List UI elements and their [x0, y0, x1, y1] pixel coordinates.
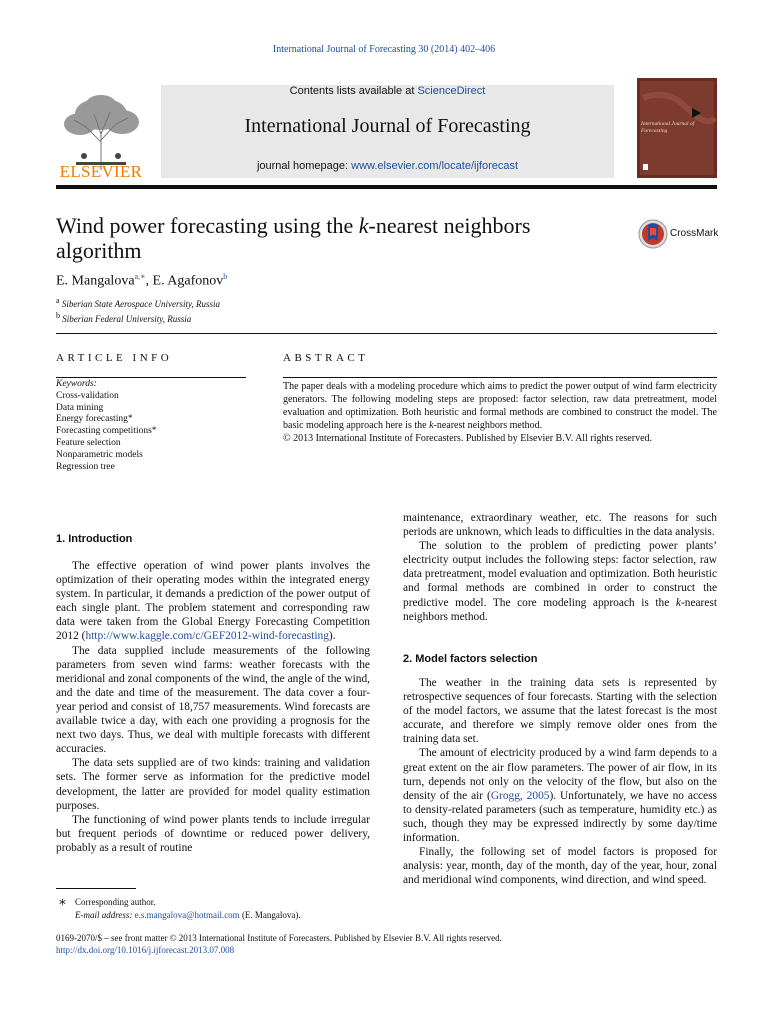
- model-p2-text: The amount of electricity produced by a wind farm depends to a great extent on the air flow parameters. The power of air flow, in its turn, depends not only on the velocity of the flow, but also on the density of the air (: [403, 747, 717, 802]
- affiliation-b: [56, 311, 191, 324]
- title-part-2: -nearest neighbors algorithm: [56, 213, 531, 263]
- aff-a-mark: a: [56, 296, 60, 305]
- homepage-prefix: journal homepage:: [256, 160, 352, 172]
- aff-b-text: Siberian Federal University, Russia: [62, 314, 192, 324]
- abstract-text-part-2: -nearest neighbors method.: [433, 420, 543, 431]
- aff-a-text: Siberian State Aerospace University, Russia: [61, 299, 221, 309]
- footnote-rule: [56, 888, 136, 889]
- crossmark-button[interactable]: [638, 219, 738, 249]
- article-info-heading: ARTICLE INFO: [56, 352, 173, 364]
- footnote-email-line: [75, 909, 301, 922]
- doi-link[interactable]: http://dx.doi.org/10.1016/j.ijforecast.2013.07.008: [56, 945, 235, 955]
- model-paragraph-2: [403, 746, 717, 845]
- keyword: Forecasting competitions*: [56, 426, 157, 437]
- left-column: [56, 559, 370, 855]
- section-2-heading: 2. Model factors selection: [403, 653, 538, 665]
- grogg-citation-link[interactable]: Grogg, 2005: [490, 789, 550, 802]
- keywords-list: [56, 379, 157, 473]
- footnote: [56, 896, 301, 922]
- email-owner: (E. Mangalova).: [239, 910, 301, 920]
- header-rule: [56, 185, 717, 189]
- contents-prefix: Contents lists available at: [289, 85, 418, 97]
- keyword: Energy forecasting*: [56, 414, 133, 425]
- author-separator: ,: [145, 273, 153, 289]
- kaggle-link[interactable]: http://www.kaggle.com/c/GEF2012-wind-forecasting: [85, 630, 329, 643]
- contents-line: [161, 85, 614, 97]
- title-part-1: Wind power forecasting using the: [56, 213, 359, 238]
- homepage-line: [161, 160, 614, 172]
- title-k: k: [358, 213, 369, 238]
- abstract-body: [283, 380, 717, 445]
- keywords-label: Keywords:: [56, 379, 97, 389]
- crossmark-label: CrossMark: [670, 228, 719, 239]
- keyword: Data mining: [56, 402, 104, 413]
- section-1-heading: 1. Introduction: [56, 533, 133, 545]
- model-p2-end: ). Unfortunately, we have no access to density-related parameters (such as temperature, humidity etc.) as such, though they may be expressed indirectly by some day/time information.: [403, 789, 717, 845]
- intro-p5-end: -nearest neighbors method.: [403, 596, 717, 623]
- intro-paragraph-2: The data supplied include measurements of the following parameters from seven wind farms: weather forecasts with the meridional and zonal components of the wind, the angle of the wind, and the date and time of the measurement. The data cover a four-year period and consist of 18,757 measurements. Wind forecasts are available twice a day, with each one providing a prognosis for the next two days. Thus, we deal with multiple forecasts with different accuracies.: [56, 644, 370, 756]
- intro-paragraph-1: [56, 559, 370, 644]
- intro-paragraph-5: [403, 539, 717, 624]
- author-2: E. Agafonov: [152, 273, 224, 289]
- authors: [56, 272, 227, 290]
- front-matter: [56, 932, 502, 956]
- author-1-sup[interactable]: a,∗: [134, 272, 146, 281]
- intro-p1-text: The effective operation of wind power plants involves the optimization of their operating modes within the integrated energy system. In particular, it demands a prediction of the power output of each single plant. The problem statement and corresponding raw data were taken from the Global Energy Forecasting Competition 2012 (: [56, 560, 370, 643]
- abstract-text: [283, 380, 717, 432]
- journal-title: International Journal of Forecasting: [244, 115, 531, 137]
- keyword: Feature selection: [56, 437, 121, 448]
- keyword: Nonparametric models: [56, 449, 143, 460]
- journal-cover-image: [637, 78, 717, 178]
- email-label: E-mail address:: [75, 910, 135, 920]
- keyword: Regression tree: [56, 461, 115, 472]
- intro-p5-k: k: [675, 596, 681, 609]
- crossmark-icon: [638, 219, 668, 249]
- abstract-k: k: [429, 420, 434, 431]
- affiliation-a: [56, 296, 220, 309]
- right-column-top: [403, 511, 717, 624]
- abstract-rule: [283, 377, 717, 378]
- affiliation-rule: [56, 333, 717, 334]
- abstract-copyright: © 2013 International Institute of Forecasters. Published by Elsevier B.V. All rights reserved.: [283, 433, 653, 444]
- footnote-star: ∗: [58, 894, 67, 909]
- article-info-rule: [56, 377, 246, 378]
- abstract-heading: ABSTRACT: [283, 352, 369, 364]
- author-2-sup[interactable]: b: [223, 272, 228, 281]
- journal-banner: [161, 85, 614, 178]
- email-link[interactable]: e.s.mangalova@hotmail.com: [134, 910, 240, 920]
- intro-p5-text: The solution to the problem of predicting power plants’ electricity output includes the following steps: factor selection, raw data pretreatment, model evaluation and optimization. Both heuristic and formal methods are combined in order to construct the predictive model. The core modeling approach is the: [403, 540, 717, 609]
- author-1: E. Mangalova: [56, 273, 135, 289]
- front-matter-line: 0169-2070/$ – see front matter © 2013 International Institute of Forecasters. Published by Elsevier B.V. All rights reserved.: [56, 933, 502, 943]
- model-paragraph-3: Finally, the following set of model factors is proposed for analysis: year, month, day of the month, day of the year, hour, zonal and meridional wind components, wind direction, and wind speed.: [403, 846, 717, 887]
- elsevier-wordmark: ELSEVIER: [59, 162, 143, 181]
- homepage-link[interactable]: www.elsevier.com/locate/ijforecast: [351, 160, 519, 172]
- paper-title: [56, 213, 616, 263]
- model-paragraph-1: The weather in the training data sets is represented by retrospective sequences of four forecasts. Starting with the selection of the model factors, we assume that the latest forecast is the most accurate, and therefore we simply remove older ones from the training data set.: [403, 677, 717, 746]
- intro-p1-end: ).: [328, 630, 336, 643]
- aff-b-mark: b: [56, 311, 60, 320]
- cover-title: International Journal of Forecasting: [641, 121, 695, 134]
- abstract-text-part-1: The paper deals with a modeling procedure which aims to predict the power output of wind farm electricity generators. The following modeling steps are proposed: factor selection, raw data pretreatment, model evaluation and optimization. Both heuristic and formal methods are combined to construct the model. The basic modeling approach here is the: [283, 381, 717, 431]
- sciencedirect-link[interactable]: ScienceDirect: [417, 85, 486, 97]
- keyword: Cross-validation: [56, 390, 119, 401]
- journal-citation[interactable]: International Journal of Forecasting 30 (2014) 402–406: [272, 44, 496, 55]
- footnote-corresponding: Corresponding author.: [75, 897, 156, 907]
- intro-paragraph-4: The functioning of wind power plants tends to include irregular but frequent periods of downtime or reduced power delivery, probably as a result of routine: [56, 813, 370, 854]
- intro-paragraph-3: The data sets supplied are of two kinds: training and validation sets. The former serve as information for the predictive model development, the latter are provided for model quality estimation purposes.: [56, 757, 370, 812]
- right-column-bottom: [403, 676, 717, 887]
- intro-paragraph-4-continued: maintenance, extraordinary weather, etc. The reasons for such periods are unknown, which leads to difficulties in the data analysis.: [403, 512, 717, 539]
